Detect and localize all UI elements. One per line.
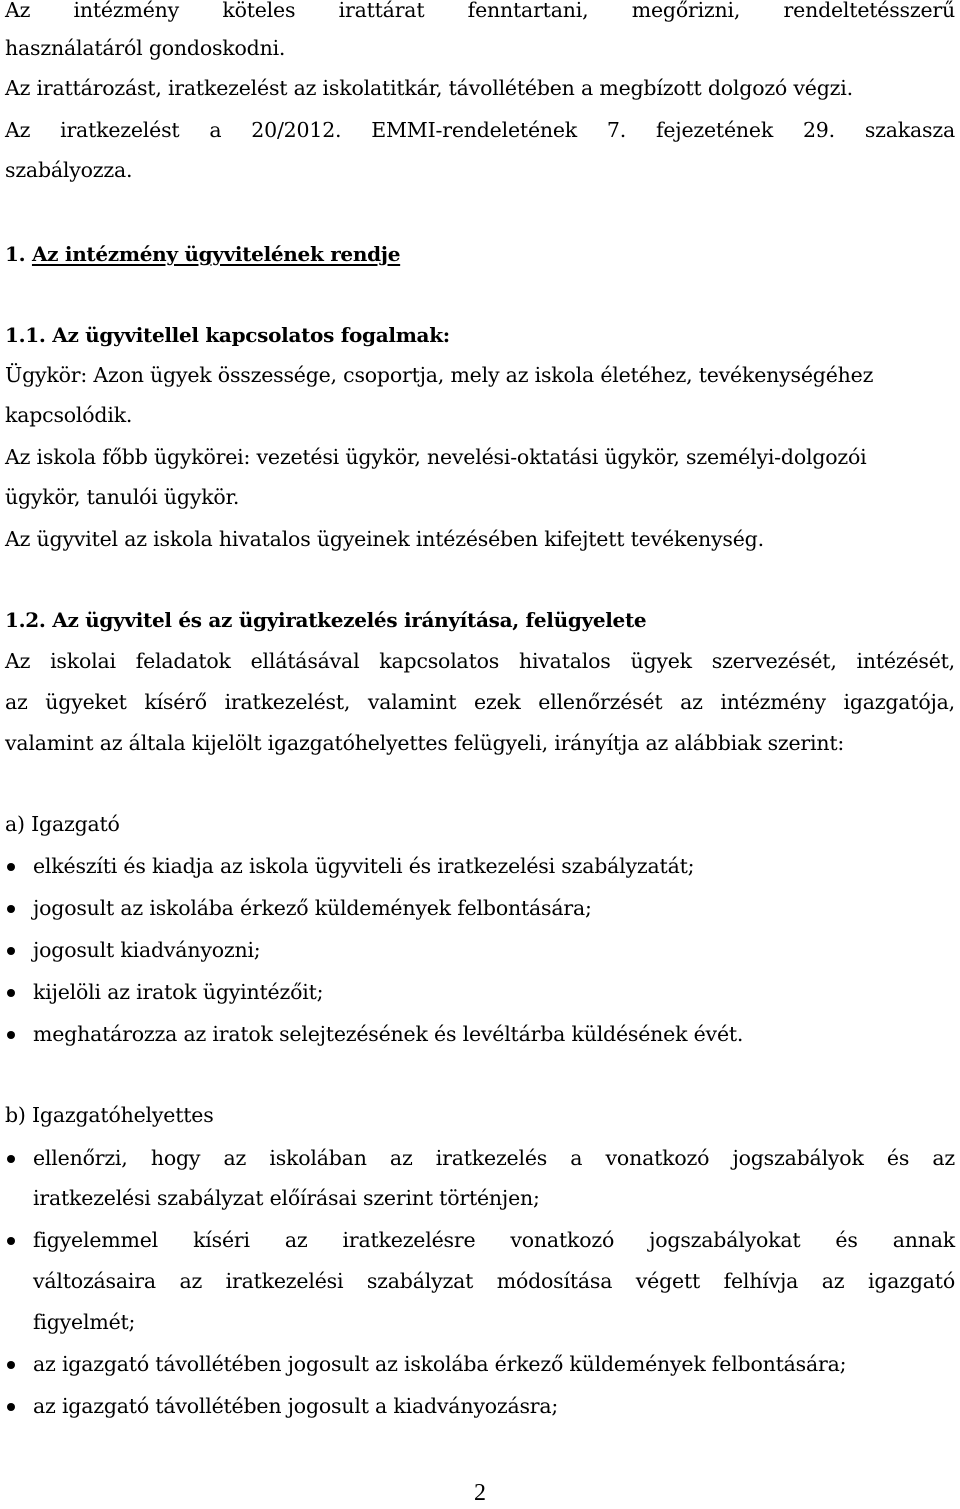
intro-line: Az irattározást, iratkezelést az iskolatitkár, távollétében a megbízott dolgozó végzi. [5,76,853,100]
intro-line: Az intézmény köteles irattárat fenntartani, megőrizni, rendeltetésszerű [5,0,955,22]
paragraph-line: Az iskola főbb ügykörei: vezetési ügykör, nevelési-oktatási ügykör, személyi-dolgozói [5,445,867,469]
list-item-line: figyelemmel kíséri az iratkezelésre vonatkozó jogszabályokat és annak [33,1228,955,1252]
bullet-icon [7,863,15,871]
paragraph-line: valamint az általa kijelölt igazgatóhelyettes felügyeli, irányítja az alábbiak szerint: [5,731,845,755]
paragraph-line: az ügyeket kísérő iratkezelést, valamint ezek ellenőrzését az intézmény igazgatója, [5,690,955,714]
section-number: 1. [5,242,26,266]
subsection-heading: 1.1. Az ügyvitellel kapcsolatos fogalmak: [5,323,450,347]
subsection-heading: 1.2. Az ügyvitel és az ügyiratkezelés irányítása, felügyelete [5,608,647,632]
bullet-icon [7,1237,15,1245]
list-item: az igazgató távollétében jogosult az iskolába érkező küldemények felbontására; [33,1352,847,1376]
paragraph-line: Az ügyvitel az iskola hivatalos ügyeinek intézésében kifejtett tevékenység. [5,527,764,551]
bullet-icon [7,1155,15,1163]
paragraph-line: Az iskolai feladatok ellátásával kapcsolatos hivatalos ügyek szervezését, intézését, [5,649,955,673]
list-item: kijelöli az iratok ügyintézőit; [33,980,324,1004]
list-item: meghatározza az iratok selejtezésének és levéltárba küldésének évét. [33,1022,744,1046]
bullet-icon [7,947,15,955]
list-item-line: iratkezelési szabályzat előírásai szerint történjen; [33,1186,540,1210]
section-title: Az intézmény ügyvitelének rendje [31,242,401,266]
bullet-icon [7,1361,15,1369]
list-item: az igazgató távollétében jogosult a kiadványozásra; [33,1394,559,1418]
paragraph-line: ügykör, tanulói ügykör. [5,485,240,509]
list-item: elkészíti és kiadja az iskola ügyviteli és iratkezelési szabályzatát; [33,854,695,878]
bullet-icon [7,905,15,913]
list-item: jogosult kiadványozni; [33,938,261,962]
bullet-icon [7,1031,15,1039]
list-item: jogosult az iskolába érkező küldemények felbontására; [33,896,592,920]
bullet-icon [7,989,15,997]
list-item-line: figyelmét; [33,1310,136,1334]
paragraph-line: Ügykör: Azon ügyek összessége, csoportja, mely az iskola életéhez, tevékenységéhez [5,363,874,387]
intro-line: szabályozza. [5,158,133,182]
list-item-line: ellenőrzi, hogy az iskolában az iratkezelés a vonatkozó jogszabályok és az [33,1146,955,1170]
section-heading [5,234,400,275]
intro-line: Az iratkezelést a 20/2012. EMMI-rendeletének 7. fejezetének 29. szakasza [5,118,955,142]
list-label: a) Igazgató [5,812,120,836]
intro-line: használatáról gondoskodni. [5,36,286,60]
page-number: 2 [474,1480,486,1506]
bullet-icon [7,1403,15,1411]
list-item-line: változásaira az iratkezelési szabályzat módosítása végett felhívja az igazgató [33,1269,955,1293]
list-label: b) Igazgatóhelyettes [5,1103,214,1127]
paragraph-line: kapcsolódik. [5,403,133,427]
